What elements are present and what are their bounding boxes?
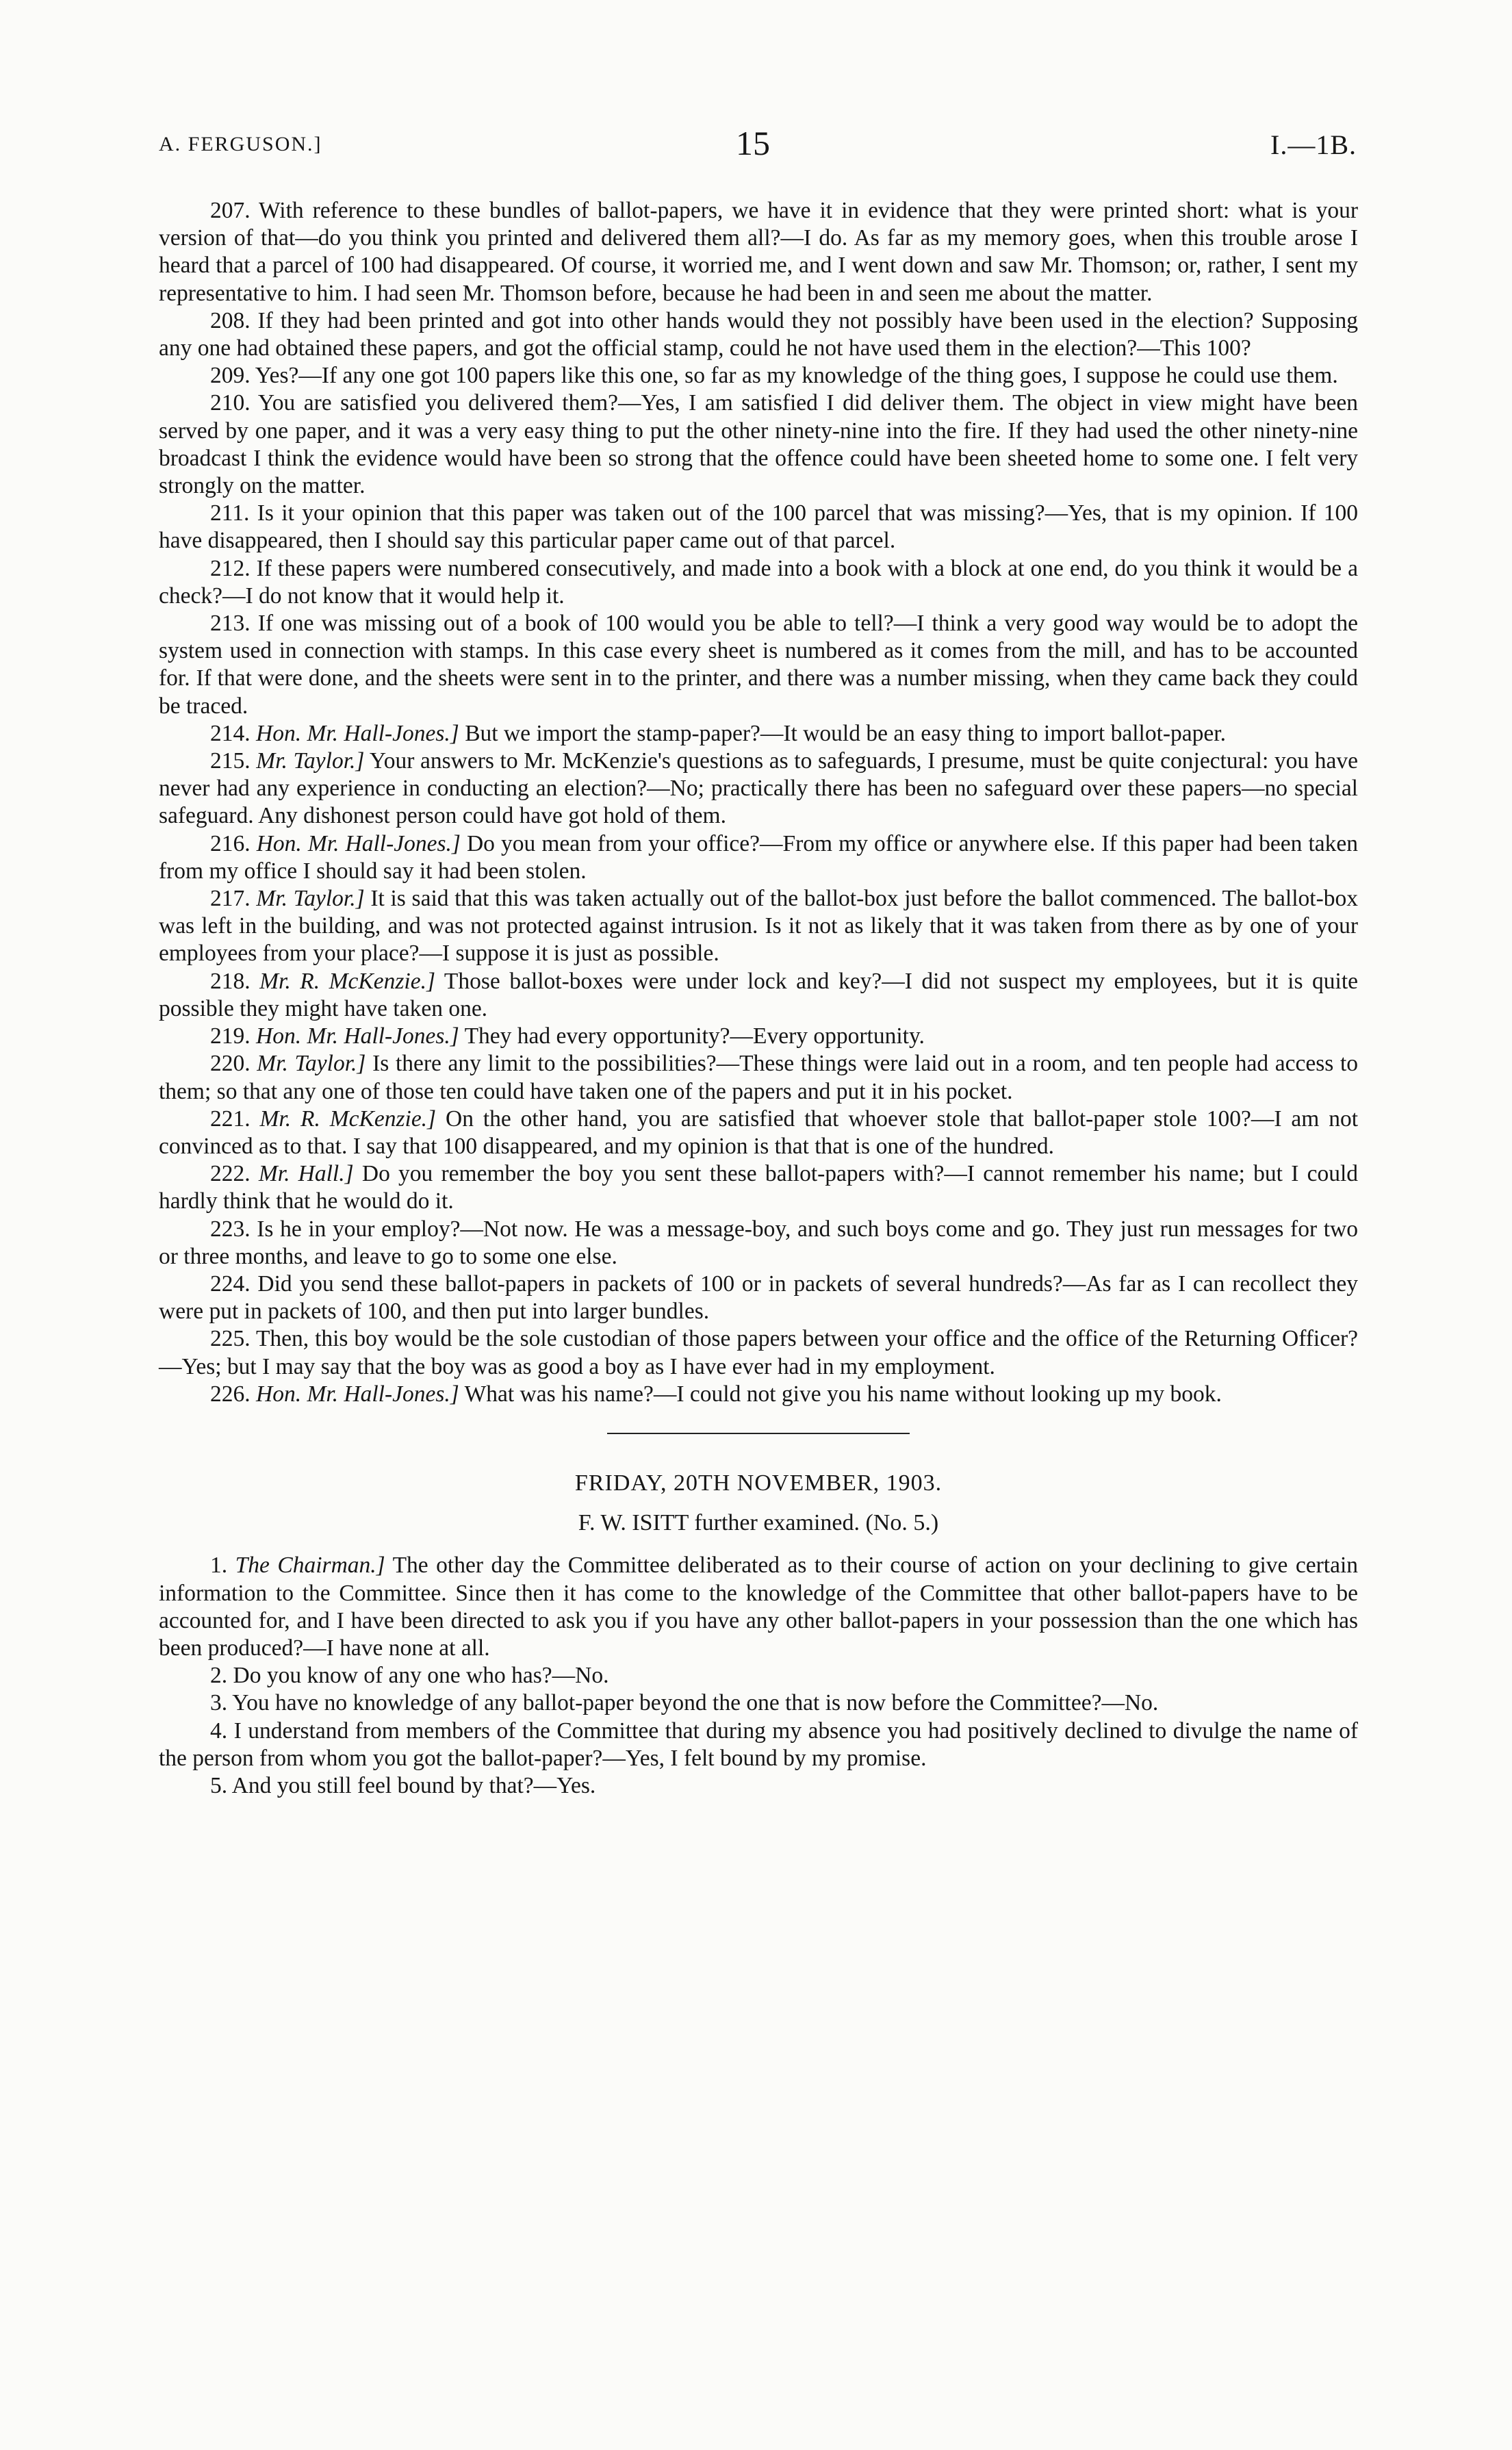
qa-text: 4. I understand from members of the Committee that during my absence you had positively declined to divulge the name of the person from whom you got the ballot-paper?—Yes, I felt bound by my promise. [159, 1718, 1358, 1771]
qa-paragraph [159, 1381, 1358, 1408]
qa-paragraph [159, 500, 1358, 554]
question-number: 221. [210, 1106, 251, 1132]
qa-text: Your answers to Mr. McKenzie's questions as to safeguards, I presume, must be quite conjectural: you have never had any experience in conducting an election?—No; practically there has been no safeguard over these papers—no special safeguard. Any dishonest person could have got hold of them. [159, 748, 1359, 829]
header-witness-name: A. FERGUSON.] [159, 133, 322, 155]
qa-paragraph [159, 885, 1358, 968]
speaker-name: Mr. Taylor.] [257, 1051, 366, 1077]
qa-text: 211. Is it your opinion that this paper was taken out of the 100 parcel that was missing?—Yes, that is my opinion. If 100 have disappeared, then I should say this particular paper came out of that parcel. [159, 500, 1358, 554]
qa-paragraph [159, 1772, 1358, 1800]
qa-paragraph [159, 307, 1358, 362]
qa-paragraph [159, 1718, 1358, 1772]
question-number: 216. [210, 830, 251, 856]
qa-text: 207. With reference to these bundles of ballot-papers, we have it in evidence that they were printed short: what is your version of that—do you think you printed and delivered them all?—I do. As far as my memory goes, when this trouble arose I heard that a parcel of 100 had disappeared. Of course, it worried me, and I went down and saw Mr. Thomson; or, rather, I sent my representative to him. I had seen Mr. Thomson before, because he had been in and seen me about the matter. [159, 198, 1358, 306]
qa-text: Those ballot-boxes were under lock and key?—I did not suspect my employees, but it is quite possible they might have taken one. [159, 968, 1359, 1021]
qa-text: Is there any limit to the possibilities?—These things were laid out in a room, and ten people had access to them; so that any one of those ten could have taken one of the papers and put it in his pocket. [159, 1051, 1359, 1104]
page-number: 15 [736, 124, 770, 162]
session-date-heading [159, 1470, 1358, 1497]
question-number: 220. [210, 1051, 251, 1077]
qa-text: Do you mean from your office?—From my office or anywhere else. If this paper had been taken from my office I should say it had been stolen. [159, 830, 1358, 884]
qa-text: 2. Do you know of any one who has?—No. [210, 1663, 609, 1689]
session-date-text: FRIDAY, 20TH NOVEMBER, 1903. [574, 1470, 943, 1496]
qa-text: 210. You are satisfied you delivered them?—Yes, I am satisfied I did deliver them. The object in view might have been served by one paper, and it was a very easy thing to put the other ninety-nine into the fire. If they had used the other ninety-nine broadcast I think the evidence would have been so strong that the offence could have been sheeted home to some one. I felt very strongly on the matter. [159, 390, 1358, 499]
speaker-name: Hon. Mr. Hall-Jones.] [256, 1023, 459, 1049]
qa-text: 209. Yes?—If any one got 100 papers like this one, so far as my knowledge of the thing goes, I suppose he could use them. [210, 363, 1338, 389]
document-body [159, 197, 1358, 1800]
speaker-name: Mr. Hall.] [258, 1161, 354, 1187]
qa-text: 223. Is he in your employ?—Not now. He was a message-boy, and such boys come and go. They just run messages for two or three months, and leave to go to some one else. [159, 1216, 1358, 1269]
qa-text: On the other hand, you are satisfied that whoever stole that ballot-paper stole 100?—I am not convinced as to that. I say that 100 disappeared, and my opinion is that that is one of the hundred. [159, 1106, 1359, 1159]
qa-text: 212. If these papers were numbered consecutively, and made into a book with a block at one end, do you think it would be a check?—I do not know that it would help it. [159, 555, 1358, 609]
page-header [159, 123, 1357, 164]
question-number: 226. [210, 1381, 251, 1407]
qa-text: The other day the Committee deliberated as to their course of action on your declining to give certain information to the Committee. Since then it has come to the knowledge of the Committee that other ballot-papers have to be accounted for, and I have been directed to ask you if you have any other ballot-papers in your possession than the one which has been produced?—I have none at all. [159, 1553, 1359, 1661]
qa-paragraph [159, 1662, 1358, 1689]
qa-paragraph [159, 390, 1358, 500]
qa-text: 213. If one was missing out of a book of 100 would you be able to tell?—I think a very good way would be to adopt the system used in connection with stamps. In this case every sheet is numbered as it comes from the mill, and has to be accounted for. If that were done, and the sheets were sent in to the printer, and there was a number missing, when they came back they could be traced. [159, 611, 1358, 719]
qa-paragraph [159, 1271, 1358, 1325]
question-number: 1. [210, 1553, 228, 1579]
speaker-name: Hon. Mr. Hall-Jones.] [256, 830, 461, 856]
qa-text: 225. Then, this boy would be the sole custodian of those papers between your office and the office of the Returning Officer?—Yes; but I may say that the boy was as good a boy as I have ever had in my employment. [159, 1326, 1358, 1379]
qa-paragraph [159, 1160, 1358, 1215]
qa-paragraph [159, 1050, 1358, 1105]
question-number: 218. [210, 968, 251, 994]
speaker-name: The Chairman.] [235, 1553, 385, 1579]
qa-paragraph [159, 1106, 1358, 1160]
examination-part-1 [159, 197, 1358, 1408]
qa-paragraph [159, 720, 1358, 748]
speaker-name: Mr. R. McKenzie.] [259, 1106, 437, 1132]
qa-paragraph [159, 1325, 1358, 1380]
qa-paragraph [159, 968, 1358, 1023]
speaker-name: Hon. Mr. Hall-Jones.] [256, 720, 459, 746]
qa-paragraph [159, 748, 1358, 830]
qa-paragraph [159, 830, 1358, 885]
qa-paragraph [159, 555, 1358, 610]
qa-text: They had every opportunity?—Every opportunity. [459, 1023, 925, 1049]
qa-text: 3. You have no knowledge of any ballot-paper beyond the one that is now before the Committee?—No. [210, 1690, 1159, 1716]
speaker-name: Mr. Taylor.] [256, 886, 365, 912]
speaker-name: Hon. Mr. Hall-Jones.] [256, 1381, 459, 1407]
speaker-name: Mr. Taylor.] [256, 748, 365, 774]
document-reference: I.—1B. [1270, 129, 1357, 160]
speaker-name: Mr. R. McKenzie.] [259, 968, 436, 994]
question-number: 214. [210, 720, 251, 746]
witness-heading: F. W. ISITT further examined. (No. 5.) [578, 1510, 939, 1536]
qa-paragraph [159, 1216, 1358, 1271]
question-number: 215. [210, 748, 251, 774]
qa-text: 224. Did you send these ballot-papers in packets of 100 or in packets of several hundreds?—As far as I can recollect they were put in packets of 100, and then put into larger bundles. [159, 1271, 1358, 1325]
qa-paragraph [159, 362, 1358, 390]
qa-text: 208. If they had been printed and got into other hands would they not possibly have been used in the election? Supposing any one had obtained these papers, and got the official stamp, could he not have used them in the election?—This 100? [159, 307, 1358, 361]
qa-paragraph [159, 610, 1358, 720]
qa-text: But we import the stamp-paper?—It would be an easy thing to import ballot-paper. [459, 720, 1226, 746]
question-number: 219. [210, 1023, 251, 1049]
qa-paragraph [159, 197, 1358, 307]
qa-text: What was his name?—I could not give you his name without looking up my book. [459, 1381, 1222, 1407]
qa-paragraph [159, 1552, 1358, 1662]
qa-text: It is said that this was taken actually out of the ballot-box just before the ballot commenced. The ballot-box was left in the building, and was not protected against intrusion. Is it not as likely that it was taken from there as by one of your employees from your place?—I suppose it is just as possible. [159, 886, 1358, 967]
examination-part-2 [159, 1552, 1358, 1800]
qa-text: Do you remember the boy you sent these ballot-papers with?—I cannot remember his name; but I could hardly think that he would do it. [159, 1161, 1359, 1214]
section-divider [607, 1433, 910, 1434]
question-number: 222. [210, 1161, 251, 1187]
qa-text: 5. And you still feel bound by that?—Yes. [210, 1772, 596, 1798]
question-number: 217. [210, 886, 251, 912]
qa-paragraph [159, 1023, 1358, 1050]
qa-paragraph [159, 1689, 1358, 1717]
